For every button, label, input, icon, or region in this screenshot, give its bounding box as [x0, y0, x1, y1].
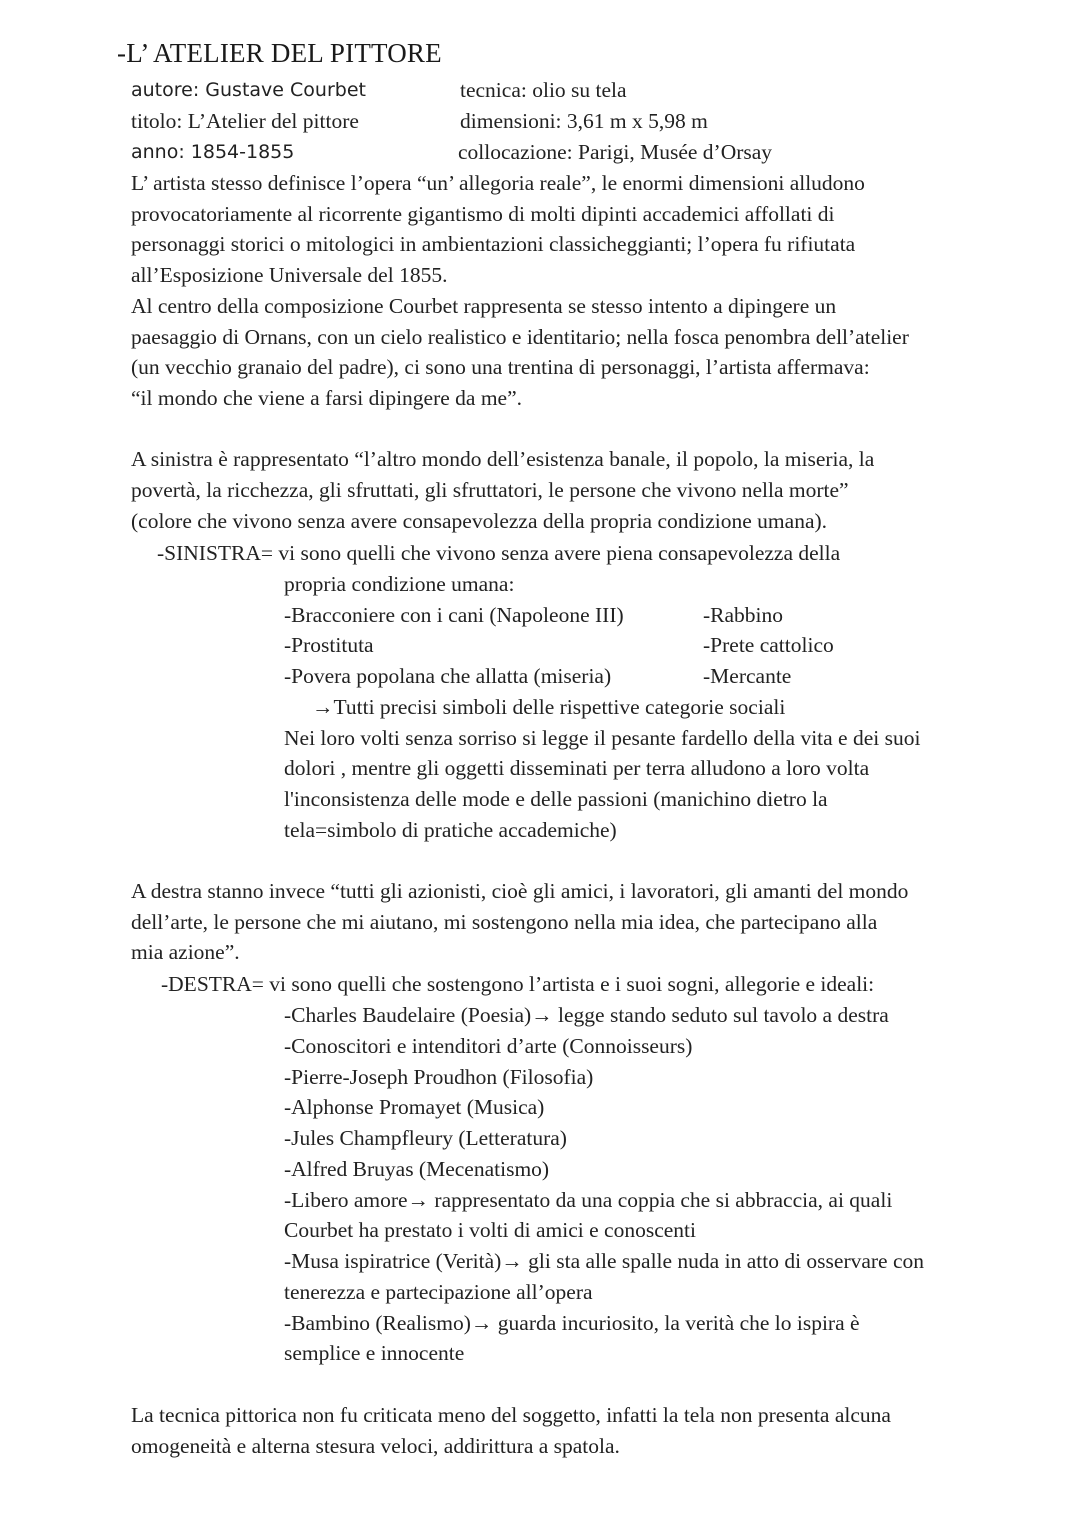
sinistra-item: -Prete cattolico: [703, 633, 834, 657]
sinistra-body-line: dolori , mentre gli oggetti disseminati per terra alludono a loro volta: [284, 756, 870, 780]
sinistra-item: -Bracconiere con i cani (Napoleone III): [284, 603, 624, 627]
destra-item: -Charles Baudelaire (Poesia)→ legge stando seduto sul tavolo a destra: [284, 1003, 889, 1027]
destra-item: semplice e innocente: [284, 1341, 465, 1365]
sinistra-heading: -SINISTRA= vi sono quelli che vivono senza avere piena consapevolezza della: [157, 541, 841, 565]
intro-line: paesaggio di Ornans, con un cielo realistico e identitario; nella fosca penombra dell’atelier: [131, 325, 909, 349]
sinistra-heading-cont: propria condizione umana:: [284, 572, 515, 596]
destra-item: -Bambino (Realismo)→ guarda incuriosito, la verità che lo ispira è: [284, 1311, 860, 1335]
meta-autore: autore: Gustave Courbet: [131, 79, 366, 101]
sinistra-arrow-note: →Tutti precisi simboli delle rispettive categorie sociali: [312, 695, 786, 719]
conclusion-line: La tecnica pittorica non fu criticata meno del soggetto, infatti la tela non presenta alcuna: [131, 1403, 891, 1427]
destra-intro-line: mia azione”.: [131, 940, 240, 964]
destra-item: -Libero amore→ rappresentato da una coppia che si abbraccia, ai quali: [284, 1188, 893, 1212]
meta-dimensioni: dimensioni: 3,61 m x 5,98 m: [460, 109, 708, 133]
sinistra-body-line: Nei loro volti senza sorriso si legge il pesante fardello della vita e dei suoi: [284, 726, 921, 750]
intro-line: (un vecchio granaio del padre), ci sono una trentina di personaggi, l’artista affermava:: [131, 355, 870, 379]
destra-intro-line: dell’arte, le persone che mi aiutano, mi sostengono nella mia idea, che partecipano alla: [131, 910, 878, 934]
destra-item: -Alphonse Promayet (Musica): [284, 1095, 545, 1119]
meta-titolo: titolo: L’Atelier del pittore: [131, 109, 359, 133]
page-title: -L’ ATELIER DEL PITTORE: [117, 38, 442, 68]
destra-item: -Alfred Bruyas (Mecenatismo): [284, 1157, 550, 1181]
meta-anno: anno: 1854-1855: [131, 141, 295, 163]
sinistra-intro-line: (colore che vivono senza avere consapevolezza della propria condizione umana).: [131, 509, 828, 533]
destra-item: -Conoscitori e intenditori d’arte (Connoisseurs): [284, 1034, 693, 1058]
sinistra-body-line: tela=simbolo di pratiche accademiche): [284, 818, 617, 842]
intro-line: all’Esposizione Universale del 1855.: [131, 263, 448, 287]
meta-collocazione: collocazione: Parigi, Musée d’Orsay: [458, 140, 773, 164]
destra-item: -Musa ispiratrice (Verità)→ gli sta alle spalle nuda in atto di osservare con: [284, 1249, 925, 1273]
destra-heading: -DESTRA= vi sono quelli che sostengono l’artista e i suoi sogni, allegorie e ideali:: [161, 972, 875, 996]
destra-item: tenerezza e partecipazione all’opera: [284, 1280, 593, 1304]
intro-line: “il mondo che viene a farsi dipingere da me”.: [131, 386, 523, 410]
sinistra-item: -Povera popolana che allatta (miseria): [284, 664, 612, 688]
destra-intro-line: A destra stanno invece “tutti gli azionisti, cioè gli amici, i lavoratori, gli amanti del mondo: [131, 879, 909, 903]
sinistra-item: -Mercante: [703, 664, 792, 688]
intro-line: Al centro della composizione Courbet rappresenta se stesso intento a dipingere un: [131, 294, 837, 318]
intro-line: personaggi storici o mitologici in ambientazioni classicheggianti; l’opera fu rifiutata: [131, 232, 856, 256]
intro-line: provocatoriamente al ricorrente gigantismo di molti dipinti accademici affollati di: [131, 202, 835, 226]
meta-tecnica: tecnica: olio su tela: [460, 78, 627, 102]
intro-line: L’ artista stesso definisce l’opera “un’ allegoria reale”, le enormi dimensioni alludono: [131, 171, 865, 195]
sinistra-intro-line: A sinistra è rappresentato “l’altro mondo dell’esistenza banale, il popolo, la miseria, la: [131, 447, 875, 471]
destra-item: -Jules Champfleury (Letteratura): [284, 1126, 567, 1150]
destra-item: Courbet ha prestato i volti di amici e conoscenti: [284, 1218, 696, 1242]
sinistra-item: -Rabbino: [703, 603, 784, 627]
conclusion-line: omogeneità e alterna stesura veloci, addirittura a spatola.: [131, 1434, 620, 1458]
sinistra-intro-line: povertà, la ricchezza, gli sfruttati, gli sfruttatori, le persone che vivono nella morte”: [131, 478, 849, 502]
sinistra-item: -Prostituta: [284, 633, 374, 657]
sinistra-body-line: l'inconsistenza delle mode e delle passioni (manichino dietro la: [284, 787, 828, 811]
destra-item: -Pierre-Joseph Proudhon (Filosofia): [284, 1065, 594, 1089]
